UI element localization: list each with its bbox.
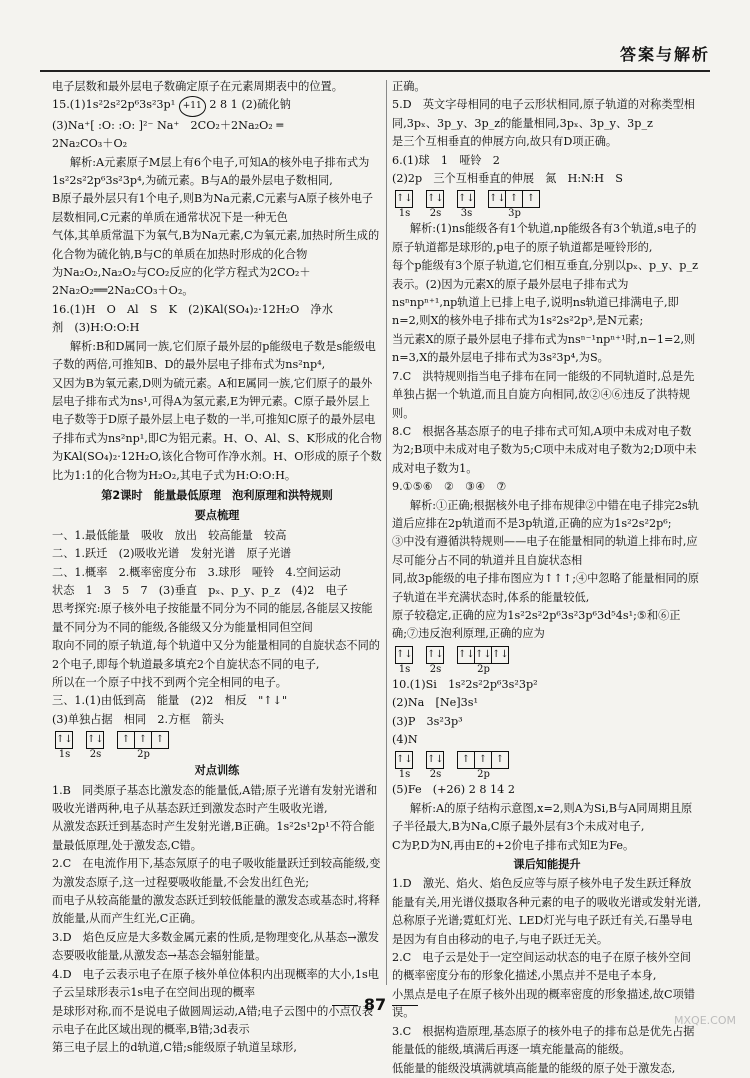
text-line: 电子数等于D原子最外层上电子数的一半,可推知C原子的最外层电子排布式为ns²np¹,即C为铝元素。H、O、Al、S、K形成的化合物 [52,413,382,445]
text-line: 10.(1)Si 1s²2s²2p⁶3s²3p² [392,677,538,691]
orbital-group [458,751,509,781]
text-line: 解析:A的原子结构示意图,x=2,则A为Si,B与A同周期且原子半径最大,B为Na,C原子最外层有3个未成对电子, [392,801,693,834]
orbital-box: ↑ [117,731,135,749]
orbital-box: ↑↓ [395,190,413,208]
orbital-diagram [56,731,382,761]
orbital-box: ↑ [134,731,152,749]
text-line: 低能量的能级没填满就填高能量的能级的原子处于激发态, [392,1061,676,1075]
text-line: 三、1.(1)由低到高 能量 (2)2 相反 "↑↓" [52,694,288,708]
orbital-box: ↑↓ [86,731,104,749]
orbital-box: ↑ [151,731,169,749]
text-line: 8.C 根据各基态原子的电子排布式可知,A项中未成对电子数为2;B项中未成对电子数为5;C项中未成对电子数为2;D项中未成对电子数为1。 [392,424,697,475]
text-line: 取向不同的原子轨道,每个轨道中又分为能量相同的自旋状态不同的2个电子,即每个轨道最多填充2个自旋状态不同的电子, [52,639,380,671]
orbital-label: 2s [89,749,102,761]
orbital-box: ↑↓ [426,646,444,664]
orbital-box: ↑↓ [55,731,73,749]
text-line: 气体,其单质常温下为氧气,B为Na元素,C为氧元素,加热时所生成的化合物为硫化钠,B与C的单质在加热时形成的化合物 [52,229,380,261]
orbital-box: ↑↓ [395,751,413,769]
text-line: 一、1.最低能量 吸收 放出 较高能量 较高 [52,528,287,542]
q15-line3: 2Na₂CO₃＋O₂ [52,137,128,151]
orbital-box: ↑↓ [426,190,444,208]
text-line: (2)2p 三个互相垂直的伸展 氮 H:N:H S [392,172,623,186]
text-line: 从激发态跃迁到基态时产生发射光谱,B正确。1s²2s¹2p¹不符合能量最低原理,处于激发态,C错。 [52,820,375,852]
orbital-box: ↑ [505,190,523,208]
text-line: 2.C 电子云是处于一定空间运动状态的电子在原子核外空间的概率密度分布的形象化描述,小黑点并不是电子本身, [392,951,691,983]
orbital-group [427,190,444,220]
text-line: (3)P 3s²3p³ [392,714,463,728]
text-line: (3)单独占据 相同 2.方框 箭头 [52,712,224,726]
text-line: 总称原子光谱;霓虹灯光、LED灯光与电子跃迁有关,石墨导电是因为有自由移动的电子,与电子跃迁无关。 [392,914,693,946]
orbital-diagram [396,646,702,676]
orbital-label: 3s [460,208,473,220]
orbital-box: ↑↓ [474,646,492,664]
text-line: 为KAl(SO₄)₂·12H₂O,该化合物可作净水剂。H、O形成的原子个数比为1:1的化合物为H₂O₂,其电子式为H:O:O:H。 [52,450,382,482]
text-line: 解析:A元素原子M层上有6个电子,可知A的核外电子排布式为1s²2s²2p⁶3s²3p⁴,为硫元素。B与A的最外层电子数相同, [52,155,370,188]
orbital-diagram [396,190,702,220]
text-line: 小黑点是电子在原子核外出现的概率密度的形象描述,故C项错误。 [392,987,695,1020]
orbital-group [396,646,413,676]
text-line: 5.D 英文字母相同的电子云形状相同,原子轨道的对称类型相同,3pₓ、3p_y、3p_z的能量相同,3pₓ、3p_y、3p_z [392,98,695,130]
watermark: MXQE.COM [674,1014,736,1027]
page-number: 87 [363,995,387,1014]
orbital-box: ↑↓ [426,751,444,769]
left-column [52,78,382,1058]
text-line: 解析:B和D属同一族,它们原子最外层的p能级电子数是s能级电子数的两倍,可推知B、D的最外层电子排布式为ns²np⁴, [52,339,376,372]
text-line: 又因为B为氧元素,D则为硫元素。A和E属同一族,它们原子的最外层电子排布式为ns¹,可得A为氢元素,E为钾元素。C原子最外层上 [52,376,373,408]
orbital-box: ↑↓ [395,646,413,664]
text-line: (4)N [392,733,418,746]
text-line: C为P,D为N,再由E的+2价电子排布式知E为Fe。 [392,838,635,852]
orbital-group [396,190,413,220]
text-line: 1.B 同类原子基态比激发态的能量低,A错;原子光谱有发射光谱和吸收光谱两种,电子从基态跃迁到激发态时产生吸收光谱, [52,783,378,816]
orbital-label: 1s [398,769,411,781]
header-title: 答案与解析 [619,45,710,64]
orbital-box: ↑↓ [457,646,475,664]
text-line: 同,故3p能级的电子排布图应为↑↑↑;④中忽略了能量相同的原子轨道在半充满状态时,体系的能量较低, [392,572,700,604]
q15-explanation [52,154,382,301]
orbital-group [396,751,413,781]
text-line: 6.(1)球 1 哑铃 2 [392,153,500,167]
text-line: ③中没有遵循洪特规则——电子在能量相同的轨道上排布时,应尽可能分占不同的轨道并且自旋状态相 [392,535,698,567]
text-line: 思考探究:原子核外电子按能量不同分为不同的能层,各能层又按能量不同分为不同的能级,各能级又分为能量相同但空间 [52,602,373,634]
page-header [40,40,710,72]
q16-explanation [52,338,382,485]
text-line: nsⁿnpⁿ⁺¹,np轨道上已排上电子,说明ns轨道已排满电子,即n=2,则X的核外电子排布式为1s²2s²2p³,是N元素; [392,296,679,328]
section-title: 对点训练 [194,764,240,778]
orbital-group [427,646,444,676]
orbital-box: ↑↓ [457,190,475,208]
text-line: 解析:①正确;根据核外电子排布规律②中错在电子排完2s轨道后应排在2p轨道而不是3p轨道,正确的应为1s²2s²2p⁶; [392,498,699,530]
orbital-label: 1s [58,749,71,761]
text-line: 第三电子层上的d轨道,C错;s能级原子轨道呈球形, [52,1041,297,1055]
text-line: 4.D 电子云表示电子在原子核外单位体积内出现概率的大小,1s电子云呈球形表示1s电子在空间出现的概率 [52,967,379,1000]
text-line: 二、1.跃迁 (2)吸收光谱 发射光谱 原子光谱 [52,547,292,561]
text-line: 所以在一个原子中找不到两个完全相同的电子。 [52,676,287,689]
section-title: 要点梳理 [194,509,240,523]
text-line: 二、1.概率 2.概率密度分布 3.球形 哑铃 4.空间运动 [52,565,341,579]
orbital-group [87,731,104,761]
text-line: 2.C 在电流作用下,基态氖原子的电子吸收能量跃迁到较高能级,变为激发态原子,这一过程要吸收能量,不会发出红色光; [52,857,381,889]
orbital-group [118,731,169,761]
text-line: 3.D 焰色反应是大多数金属元素的性质,是物理变化,从基态→激发态要吸收能量,从激发态→基态会辐射能量。 [52,930,380,963]
orbital-group [489,190,540,220]
text-line: 是三个互相垂直的伸展方向,故只有D项正确。 [392,135,618,149]
text-line: 正确。 [392,80,426,93]
text-line: 每个p能级有3个原子轨道,它们相互垂直,分别以pₓ、p_y、p_z表示。(2)因为元素X的原子最外层电子排布式为 [392,259,698,291]
orbital-label: 2s [429,663,442,675]
page-number-area [0,995,750,1014]
orbital-box: ↑↓ [491,646,509,664]
section-title: 课后知能提升 [513,858,581,872]
text-line: 状态 1 3 5 7 (3)垂直 pₓ、p_y、p_z (4)2 电子 [52,583,348,597]
atom-diagram: +11 [179,96,206,116]
text-line: 是球形对称,而不是说电子做圆周运动,A错;电子云图中的小点仅表示电子在此区域出现的概率,B错;3d表示 [52,1004,374,1036]
q15-line1: 15.(1)1s²2s²2p⁶3s²3p¹ +11 2 8 1 (2)硫化钠 [52,96,382,116]
text-line: 为Na₂O₂,Na₂O₂与CO₂反应的化学方程式为2CO₂＋2Na₂O₂══2Na₂CO₃＋O₂。 [52,266,311,298]
text-line: 原子较稳定,正确的应为1s²2s²2p⁶3s²3p⁶3d⁵4s¹;⑤和⑥正确;⑦违反泡利原理,正确的应为 [392,608,681,641]
dash-left [332,1005,358,1006]
orbital-group [458,190,475,220]
orbital-box: ↑ [457,751,475,769]
text-line: 9.①⑤⑥ ② ③④ ⑦ [392,480,507,494]
text-line: 解析:(1)ns能级各有1个轨道,np能级各有3个轨道,s电子的原子轨道都是球形的,p电子的原子轨道都是哑铃形的, [392,222,697,254]
orbital-label: 1s [398,208,411,220]
orbital-box: ↑ [474,751,492,769]
text-line: B原子最外层只有1个电子,则B为Na元素,C元素与A原子核外电子层数相同,C元素的单质在通常状况下是一种无色 [52,192,374,224]
dash-right [392,1005,418,1006]
text-line: 1.D 激光、焰火、焰色反应等与原子核外电子发生跃迁释放能量有关,用光谱仪摄取各种元素的电子的吸收光谱或发射光谱, [392,877,702,909]
text-line: 当元素X的原子最外层电子排布式为nsⁿ⁻¹npⁿ⁺¹时,n−1=2,则n=3,X的最外层电子排布式为3s²3p⁴,为S。 [392,332,696,365]
orbital-group [458,646,509,676]
text-line: (5)Fe (+26) 2 8 14 2 [392,783,515,797]
orbital-label: 2p [477,663,490,675]
orbital-label: 2s [429,208,442,220]
text-line: 7.C 洪特规则指当电子排布在同一能级的不同轨道时,总是先单独占据一个轨道,而且自旋方向相同,故②④⑥违反了洪特规则。 [392,369,695,420]
orbital-label: 2s [429,769,442,781]
orbital-box: ↑ [522,190,540,208]
orbital-label: 1s [398,663,411,675]
q16-line2: 剂 (3)H:O:O:H [52,321,140,335]
text-line: (2)Na [Ne]3s¹ [392,696,478,710]
right-column [392,78,702,1078]
text-line: 3.C 根据构造原理,基态原子的核外电子的排布总是优先占据能量低的能级,填满后再逐一填充能量高的能级。 [392,1024,695,1057]
lesson-title: 第2课时 能量最低原理 泡利原理和洪特规则 [101,488,333,502]
text-line: 而电子从较高能量的激发态跃迁到较低能量的激发态或基态时,将释放能量,从而产生红光,C正确。 [52,894,380,926]
text-line: 电子层数和最外层电子数确定原子在元素周期表中的位置。 [52,80,343,93]
orbital-group [56,731,73,761]
atom-shells: 2 8 1 [209,98,238,112]
orbital-label: 2p [137,749,150,761]
orbital-group [427,751,444,781]
column-divider [386,80,387,985]
orbital-box: ↑↓ [488,190,506,208]
orbital-label: 2p [477,769,490,781]
orbital-box: ↑ [491,751,509,769]
q15-line2: (3)Na⁺[ :O: :O: ]²⁻ Na⁺ 2CO₂＋2Na₂O₂ ═ [52,118,284,132]
orbital-label: 3p [508,208,521,220]
q16-line1: 16.(1)H O Al S K (2)KAl(SO₄)₂·12H₂O 净水 [52,302,333,316]
orbital-diagram [396,751,702,781]
